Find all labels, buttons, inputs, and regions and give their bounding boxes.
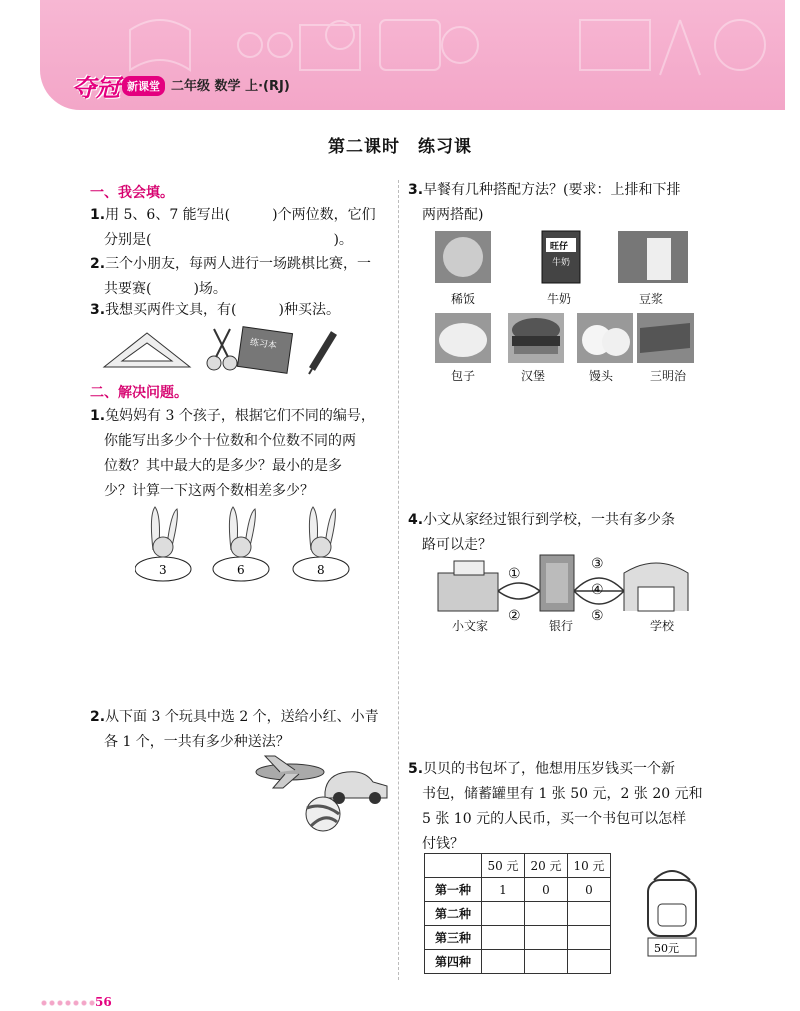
place-home: 小文家 xyxy=(451,619,488,633)
milk-brand: 旺仔 xyxy=(550,242,569,252)
page-dots xyxy=(40,1000,95,1006)
table-row: 第四种 xyxy=(425,950,611,974)
column-divider xyxy=(398,180,399,980)
school-icon xyxy=(624,563,688,611)
sandwich-icon xyxy=(637,313,694,363)
milk-box-icon xyxy=(542,231,580,283)
logo-text: 夺冠 xyxy=(72,74,120,102)
route-1: ① xyxy=(508,566,521,582)
ball-icon xyxy=(306,797,340,831)
route-4: ④ xyxy=(591,582,604,598)
s1-question-2: 2.三个小朋友，每两人进行一场跳棋比赛，一 共要赛( )场。 xyxy=(90,256,372,297)
page-title: 第二课时 练习课 xyxy=(328,137,472,157)
svg-text:3: 3 xyxy=(159,563,167,577)
route-5: ⑤ xyxy=(591,608,604,624)
header-10: 10 元 xyxy=(568,854,611,878)
place-school: 学校 xyxy=(649,619,674,633)
place-bank: 银行 xyxy=(548,619,573,633)
pen-icon xyxy=(309,333,334,374)
triangle-ruler-icon xyxy=(104,333,190,367)
porridge-icon xyxy=(435,231,491,283)
backpack-icon xyxy=(640,866,704,960)
route-2: ② xyxy=(508,608,521,624)
table-row: 第二种 xyxy=(425,902,611,926)
airplane-icon xyxy=(256,756,324,788)
soymilk-icon xyxy=(618,231,688,283)
steamed-bun-icon xyxy=(577,313,633,363)
toys-illustration xyxy=(255,752,395,834)
payment-table xyxy=(424,853,611,974)
rabbit-6 xyxy=(213,507,269,581)
notebook-label: 练习本 xyxy=(249,337,278,352)
section2-heading: 二、解决问题。 xyxy=(90,385,188,401)
header-20: 20 元 xyxy=(525,854,568,878)
food-label: 三明治 xyxy=(649,369,686,383)
s2-question-1: 1.兔妈妈有 3 个孩子，根据它们不同的编号， 你能写出多少个十位数和个位数不同的两 位数？其中最大的是多少？最小的是多 少？计算一下这两个数相差多少？ xyxy=(90,408,375,499)
price-tag: 50元 xyxy=(654,942,679,955)
r-question-4: 4.小文从家经过银行到学校，一共有多少条 路可以走？ xyxy=(408,512,676,553)
milk-label: 牛奶 xyxy=(552,258,571,268)
section1-heading: 一、我会填。 xyxy=(90,185,174,201)
page-number: 56 xyxy=(95,995,112,1009)
r-question-5: 5.贝贝的书包坏了，他想用压岁钱买一个新 书包，储蓄罐里有 1 张 50 元，2 张 20 元和 5 张 10 元的人民币，买一个书包可以怎样 付钱？ xyxy=(408,761,703,852)
grade-label: 二年级 数学 上·(RJ) xyxy=(171,79,290,94)
bank-icon xyxy=(540,555,574,611)
series-logo xyxy=(72,68,290,103)
table-row: 第一种 1 0 0 xyxy=(425,878,611,902)
scissors-icon xyxy=(207,329,237,370)
table-row: 第三种 xyxy=(425,926,611,950)
hamburger-icon xyxy=(508,313,564,363)
rabbit-3 xyxy=(135,507,191,581)
bun-icon xyxy=(435,313,491,363)
stationery-illustration xyxy=(102,325,352,375)
svg-text:6: 6 xyxy=(237,563,245,577)
s1-question-1: 1.用 5、6、7 能写出( )个两位数，它们 分别是( )。 xyxy=(90,207,376,248)
svg-text:8: 8 xyxy=(317,563,325,577)
house-icon xyxy=(438,561,498,611)
food-label: 豆浆 xyxy=(638,292,663,306)
route-map xyxy=(436,553,696,615)
s2-question-2: 2.从下面 3 个玩具中选 2 个，送给小红、小青 各 1 个，一共有多少种送法？ xyxy=(90,709,379,750)
s1-question-3: 3.我想买两件文具，有( )种买法。 xyxy=(90,302,340,318)
food-label: 汉堡 xyxy=(520,369,545,383)
route-3: ③ xyxy=(591,556,604,572)
r-question-3: 3.早餐有几种搭配方法？(要求：上排和下排 两两搭配) xyxy=(408,182,681,223)
table-header-row xyxy=(425,854,611,878)
food-label: 牛奶 xyxy=(546,292,571,306)
food-label: 稀饭 xyxy=(450,292,475,306)
rabbits-illustration xyxy=(135,505,375,583)
notebook-icon xyxy=(237,327,292,374)
food-label: 包子 xyxy=(450,369,475,383)
header-50: 50 元 xyxy=(482,854,525,878)
rabbit-8 xyxy=(293,507,349,581)
series-name: 新课堂 xyxy=(122,76,165,96)
food-label: 馒头 xyxy=(588,369,613,383)
car-icon xyxy=(325,772,387,804)
